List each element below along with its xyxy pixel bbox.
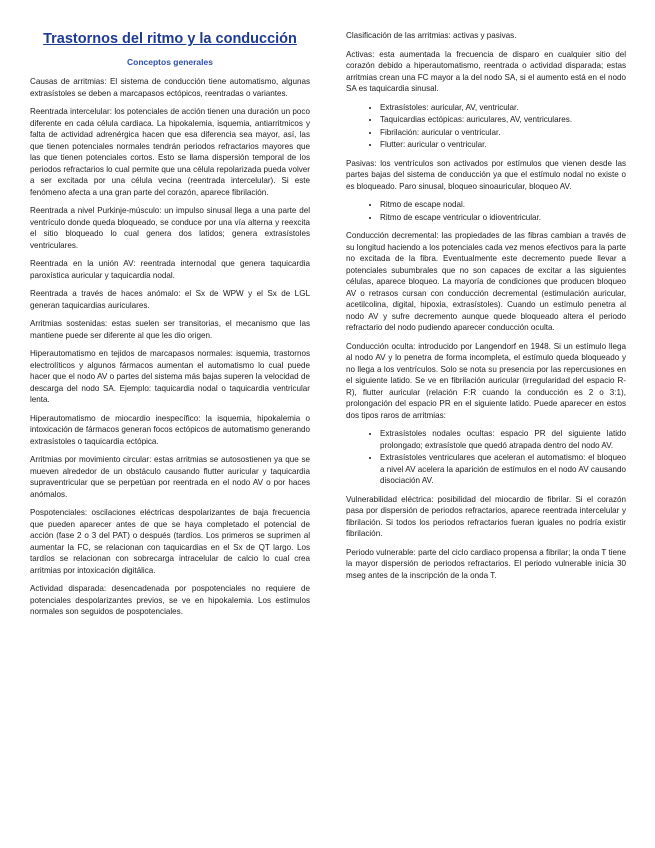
paragraph-movimiento-circular: Arritmias por movimiento circular: estas arritmias se autosostienen ya que se mueven alrededor de un obstáculo causando flutter auricular y taquicardia supraventricular que se perpetúan por reentrada en el nodo AV o por haces anómalos.	[30, 455, 310, 499]
paragraph-reentrada-intercelular: Reentrada intercelular: los potenciales de acción tienen una duración un poco diferente en cada célula cardiaca. La hipokalemia, isquemia, antiarritmicos y falta de actividad adrenérgica hacen que esa diferencia sea mayor, así, las que tienen potenciales normales tendrán periodos refractarios mayores que las que tienen potenciales cortos. Esto se llama dispersión temporal de los periodos refractarios lo cual permite que una célula repolarizada pueda volver a ser excitada por una célula vecina (reentrada intercelular). Si este fenómeno afecta a una gran parte del corazón, aparece fibrilación.	[30, 107, 310, 197]
section-subtitle: Conceptos generales	[127, 57, 213, 67]
list-item: • Extrasístoles nodales ocultas: espacio PR del siguiente latido prolongado; extrasístole que quedó atrapada dentro del nodo AV.	[380, 428, 626, 451]
list-item: • Ritmo de escape ventricular o idioventricular.	[380, 212, 626, 224]
list-item: • Fibrilación: auricular o ventricular.	[380, 127, 626, 139]
paragraph-reentrada-haces: Reentrada a través de haces anómalo: el Sx de WPW y el Sx de LGL generan taquicardias auriculares.	[30, 289, 310, 310]
list-item: • Taquicardias ectópicas: auriculares, AV, ventriculares.	[380, 114, 626, 126]
page-title: Trastornos del ritmo y la conducción	[43, 31, 297, 47]
paragraph-arritmias-sostenidas: Arritmias sostenidas: estas suelen ser transitorias, el mecanismo que las mantiene puede ser diferente al que les dio origen.	[30, 319, 310, 340]
paragraph-pospotenciales: Pospotenciales: oscilaciones eléctricas despolarizantes de baja frecuencia que pueden aparecer antes de que se haya completado el potencial de acción (fase 2 o 3 del PAT) o después (tardíos. Los primeros se suprimen al aumentar la FC, se relacionan con taquicardias en el Sx de QT largo. Los tardíos se relacionan con sobrecarga intracelular de calcio lo cual crea arritmias por intoxicación digitálica.	[30, 508, 310, 575]
paragraph-pasivas: Pasivas: los ventrículos son activados por estímulos que vienen desde las partes bajas del sistema de conducción ya que el estímulo nodal no existe o es bloqueado. Paro sinusal, bloqueo sinoauricular, bloqueo AV.	[346, 158, 626, 191]
list-item: • Ritmo de escape nodal.	[380, 199, 626, 211]
paragraph-vulnerabilidad: Vulnerabilidad eléctrica: posibilidad del miocardio de fibrilar. Si el corazón pasa por dispersión de periodos refractarios, aparece reentrada intercelular y fibrilación. Si todos los periodos refractarios fueran iguales no podría existir fibrilación.	[346, 494, 626, 538]
paragraph-clasificacion: Clasificación de las arritmias: activas y pasivas.	[346, 31, 517, 40]
list-item: • Extrasístoles: auricular, AV, ventricular.	[380, 102, 626, 114]
list-item: • Flutter: auricular o ventricular.	[380, 139, 626, 151]
paragraph-conduccion-decremental: Conducción decremental: las propiedades de las fibras cambian a través de su longitud haciendo a los potenciales cada vez menos efectivos para la parte no excitada de la fibra. Eventualmente este decremento puede llevar a potenciales subumbrales que no son capaces de excitar a las siguientes células, aparece bloqueo. La mayoría de condiciones que producen bloqueo AV o retrasos cursan con conducción decremental (estimulación auricular, acetilcolina, digital, hipoxia, extrasístoles). Cuando un estímulo penetra al nodo AV y sufre decremento aunque quede bloqueado altera el periodo refractario del nodo pudiendo aparecer conducción oculta.	[346, 231, 626, 332]
paragraph-periodo-vulnerable: Periodo vulnerable: parte del ciclo cardiaco propensa a fibrilar; la onda T tiene la mayor dispersión de periodos refractarios. El periodo vulnerable inicia 30 mseg antes de la inscripción de la onda T.	[346, 547, 626, 580]
pasivas-list	[346, 199, 626, 223]
activas-list	[346, 102, 626, 151]
paragraph-hiperautomatismo-miocardio: Hiperautomatismo de miocardio inespecífico: la isquemia, hipokalemia o intoxicación de fármacos generan focos ectópicos de automatismo generando extrasístoles o taquicardia ectópica.	[30, 413, 310, 446]
paragraph-reentrada-purkinje: Reentrada a nivel Purkinje-músculo: un impulso sinusal llega a una parte del ventrículo donde queda bloqueado, se conduce por una vía alterna y reexcita el sitio bloqueado lo cual genera dos latidos; genera extrasístoles ventriculares.	[30, 206, 310, 250]
list-item: • Extrasístoles ventriculares que aceleran el automatismo: el bloqueo a nivel AV acelera la aparición de estímulos en el nodo AV causando disociación AV.	[380, 452, 626, 487]
paragraph-reentrada-av: Reentrada en la unión AV: reentrada internodal que genera taquicardia paroxística auricular y taquicardia nodal.	[30, 259, 310, 280]
paragraph-activas: Activas: esta aumentada la frecuencia de disparo en cualquier sitio del corazón debido a hiperautomatismo, reentrada o actividad disparada; estas arritmias crean una FC mayor a la del nodo SA, si el aumento está en el nodo SA es taquicardia sinusal.	[346, 49, 626, 93]
paragraph-actividad-disparada: Actividad disparada: desencadenada por pospotenciales no requiere de potenciales despolarizantes previos, se ve en hipokalemia. Los estímulos normales son seguidos de pospotenciales.	[30, 584, 310, 616]
left-column	[30, 30, 310, 625]
paragraph-causas: Causas de arritmias: El sistema de conducción tiene automatismo, algunas extrasístoles se deben a marcapasos ectópicos, reentradas o variantes.	[30, 77, 310, 98]
paragraph-conduccion-oculta: Conducción oculta: introducido por Langendorf en 1948. Si un estímulo llega al nodo AV y lo penetra de forma incompleta, el estímulo queda bloqueado y no llega a los ventrículos. Solo se nota su presencia por las repercusiones en el siguiente latido. Se ve en fibrilación auricular (irregularidad del espacio R-R), flutter auricular (relación F:R cuando la conducción es 2 o 3:1), prolongación del espacio PR en el siguiente latido. Puede aparecer en estos dos tipos raros de arritmias:	[346, 341, 626, 420]
oculta-list	[346, 428, 626, 487]
paragraph-hiperautomatismo-normal: Hiperautomatismo en tejidos de marcapasos normales: isquemia, trastornos electrolíticos y algunos fármacos aumentan el automatismo lo cual puede hacer que el nodo AV o partes del sistema más bajas superen la velocidad de descarga del nodo SA. Ejemplo: taquicardia nodal o taquicardia ventricular lenta.	[30, 349, 310, 404]
right-column	[346, 30, 626, 588]
